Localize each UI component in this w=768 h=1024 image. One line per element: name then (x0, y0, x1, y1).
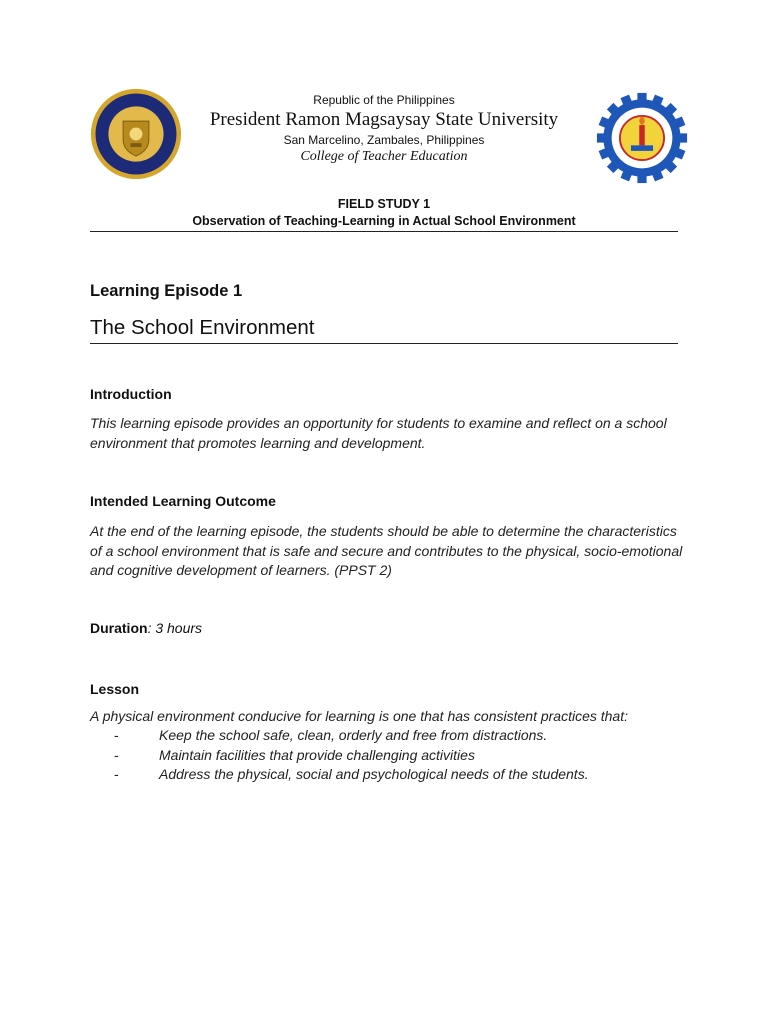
document-header (0, 92, 768, 166)
lesson-list (90, 726, 589, 785)
introduction-heading: Introduction (90, 386, 172, 402)
republic-line: Republic of the Philippines (313, 93, 455, 107)
lesson-heading: Lesson (90, 681, 140, 697)
header-divider (90, 231, 678, 232)
list-item-text: Address the physical, social and psychological needs of the students. (159, 766, 589, 782)
list-item (90, 726, 589, 746)
outcome-text: At the end of the learning episode, the students should be able to determine the characteristics of a school environment that is safe and secure and contributes to the physical, socio-emotional and cognitive development of learners. (PPST 2) (90, 523, 683, 578)
list-item-text: Maintain facilities that provide challenging activities (159, 746, 475, 763)
duration-value: : 3 hours (147, 620, 203, 636)
episode-label: Learning Episode 1 (90, 282, 243, 300)
list-item (90, 765, 589, 785)
list-item-text: Keep the school safe, clean, orderly and free from distractions. (159, 727, 548, 743)
dash-bullet: - (114, 766, 119, 782)
list-item (90, 746, 589, 766)
outcome-heading: Intended Learning Outcome (90, 493, 276, 509)
field-study-block (0, 196, 768, 230)
lesson-intro: A physical environment conducive for learning is one that has consistent practices that: (90, 708, 628, 724)
university-address: San Marcelino, Zambales, Philippines (283, 133, 485, 147)
dash-bullet: - (114, 746, 119, 763)
field-study-title: FIELD STUDY 1 (337, 197, 431, 211)
university-name: President Ramon Magsaysay State University (209, 109, 559, 130)
introduction-text: This learning episode provides an opportunity for students to examine and reflect on a school environment that promotes learning and development. (90, 415, 667, 451)
field-study-subtitle: Observation of Teaching-Learning in Actual School Environment (192, 214, 576, 228)
episode-title: The School Environment (90, 316, 315, 339)
duration-label: Duration (90, 620, 148, 636)
duration-line (90, 620, 202, 636)
dash-bullet: - (114, 727, 119, 743)
title-divider (90, 343, 678, 344)
college-name: College of Teacher Education (300, 149, 468, 164)
